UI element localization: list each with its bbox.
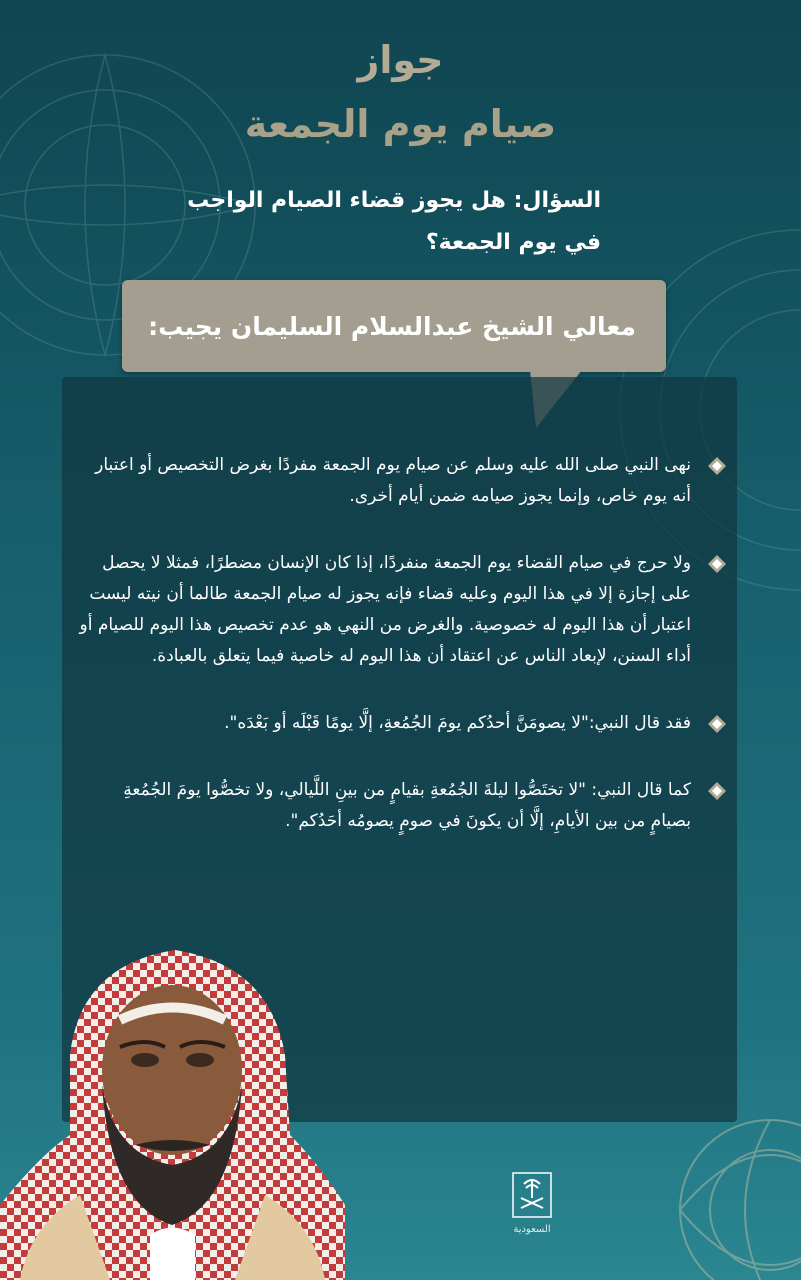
diamond-bullet-icon bbox=[707, 456, 727, 476]
diamond-bullet-icon bbox=[707, 781, 727, 801]
list-item bbox=[79, 548, 719, 672]
answer-point: ولا حرج في صيام القضاء يوم الجمعة منفردًا، إذا كان الإنسان مضطرًا، فمثلا لا يحصل على إجازة إلا في هذا اليوم وعليه قضاء فإنه يجوز له صيام الجمعة طالما أن نيته ليست اعتبار أن هذا اليوم له خصوصية. والغرض من النهي هو عدم تخصيص هذا اليوم للصيام أو أداء السنن، لإبعاد الناس عن اعتقاد أن هذا اليوم له خاصية فيما يتعلق بالعبادة. bbox=[79, 553, 691, 666]
answer-list bbox=[79, 450, 719, 873]
list-item bbox=[79, 775, 719, 837]
speaker-callout bbox=[122, 280, 666, 372]
logo-text: السعودية bbox=[513, 1224, 551, 1235]
diamond-bullet-icon bbox=[707, 714, 727, 734]
answer-point: كما قال النبي: "لا تختَصُّوا ليلةَ الجُمُعةِ بقيامٍ من بينِ اللَّيالي، ولا تخصُّوا يومَ الجُمُعةِ بصيامٍ من بين الأيامِ، إلَّا أن يكونَ في صومٍ يصومُه أحَدُكم". bbox=[123, 780, 691, 831]
answer-point: فقد قال النبي:"لا يصومَنَّ أحدُكم يومَ الجُمُعةِ، إلَّا يومًا قَبْلَه أو بَعْدَه". bbox=[224, 713, 691, 733]
page-subtitle: صيام يوم الجمعة bbox=[244, 102, 557, 146]
diamond-bullet-icon bbox=[707, 554, 727, 574]
question-text: السؤال: هل يجوز قضاء الصيام الواجب في يوم الجمعة؟ bbox=[187, 188, 601, 255]
list-item bbox=[79, 450, 719, 512]
answer-point: نهى النبي صلى الله عليه وسلم عن صيام يوم الجمعة مفردًا بغرض التخصيص أو اعتبار أنه يوم خاص، وإنما يجوز صيامه ضمن أيام أخرى. bbox=[95, 455, 691, 506]
page-title: جواز bbox=[357, 38, 444, 82]
saudi-logo bbox=[506, 1172, 558, 1244]
speaker-label: معالي الشيخ عبدالسلام السليمان يجيب: bbox=[148, 311, 636, 341]
list-item bbox=[79, 708, 719, 739]
saudi-emblem-icon bbox=[512, 1172, 552, 1218]
sheikh-portrait bbox=[0, 935, 345, 1280]
